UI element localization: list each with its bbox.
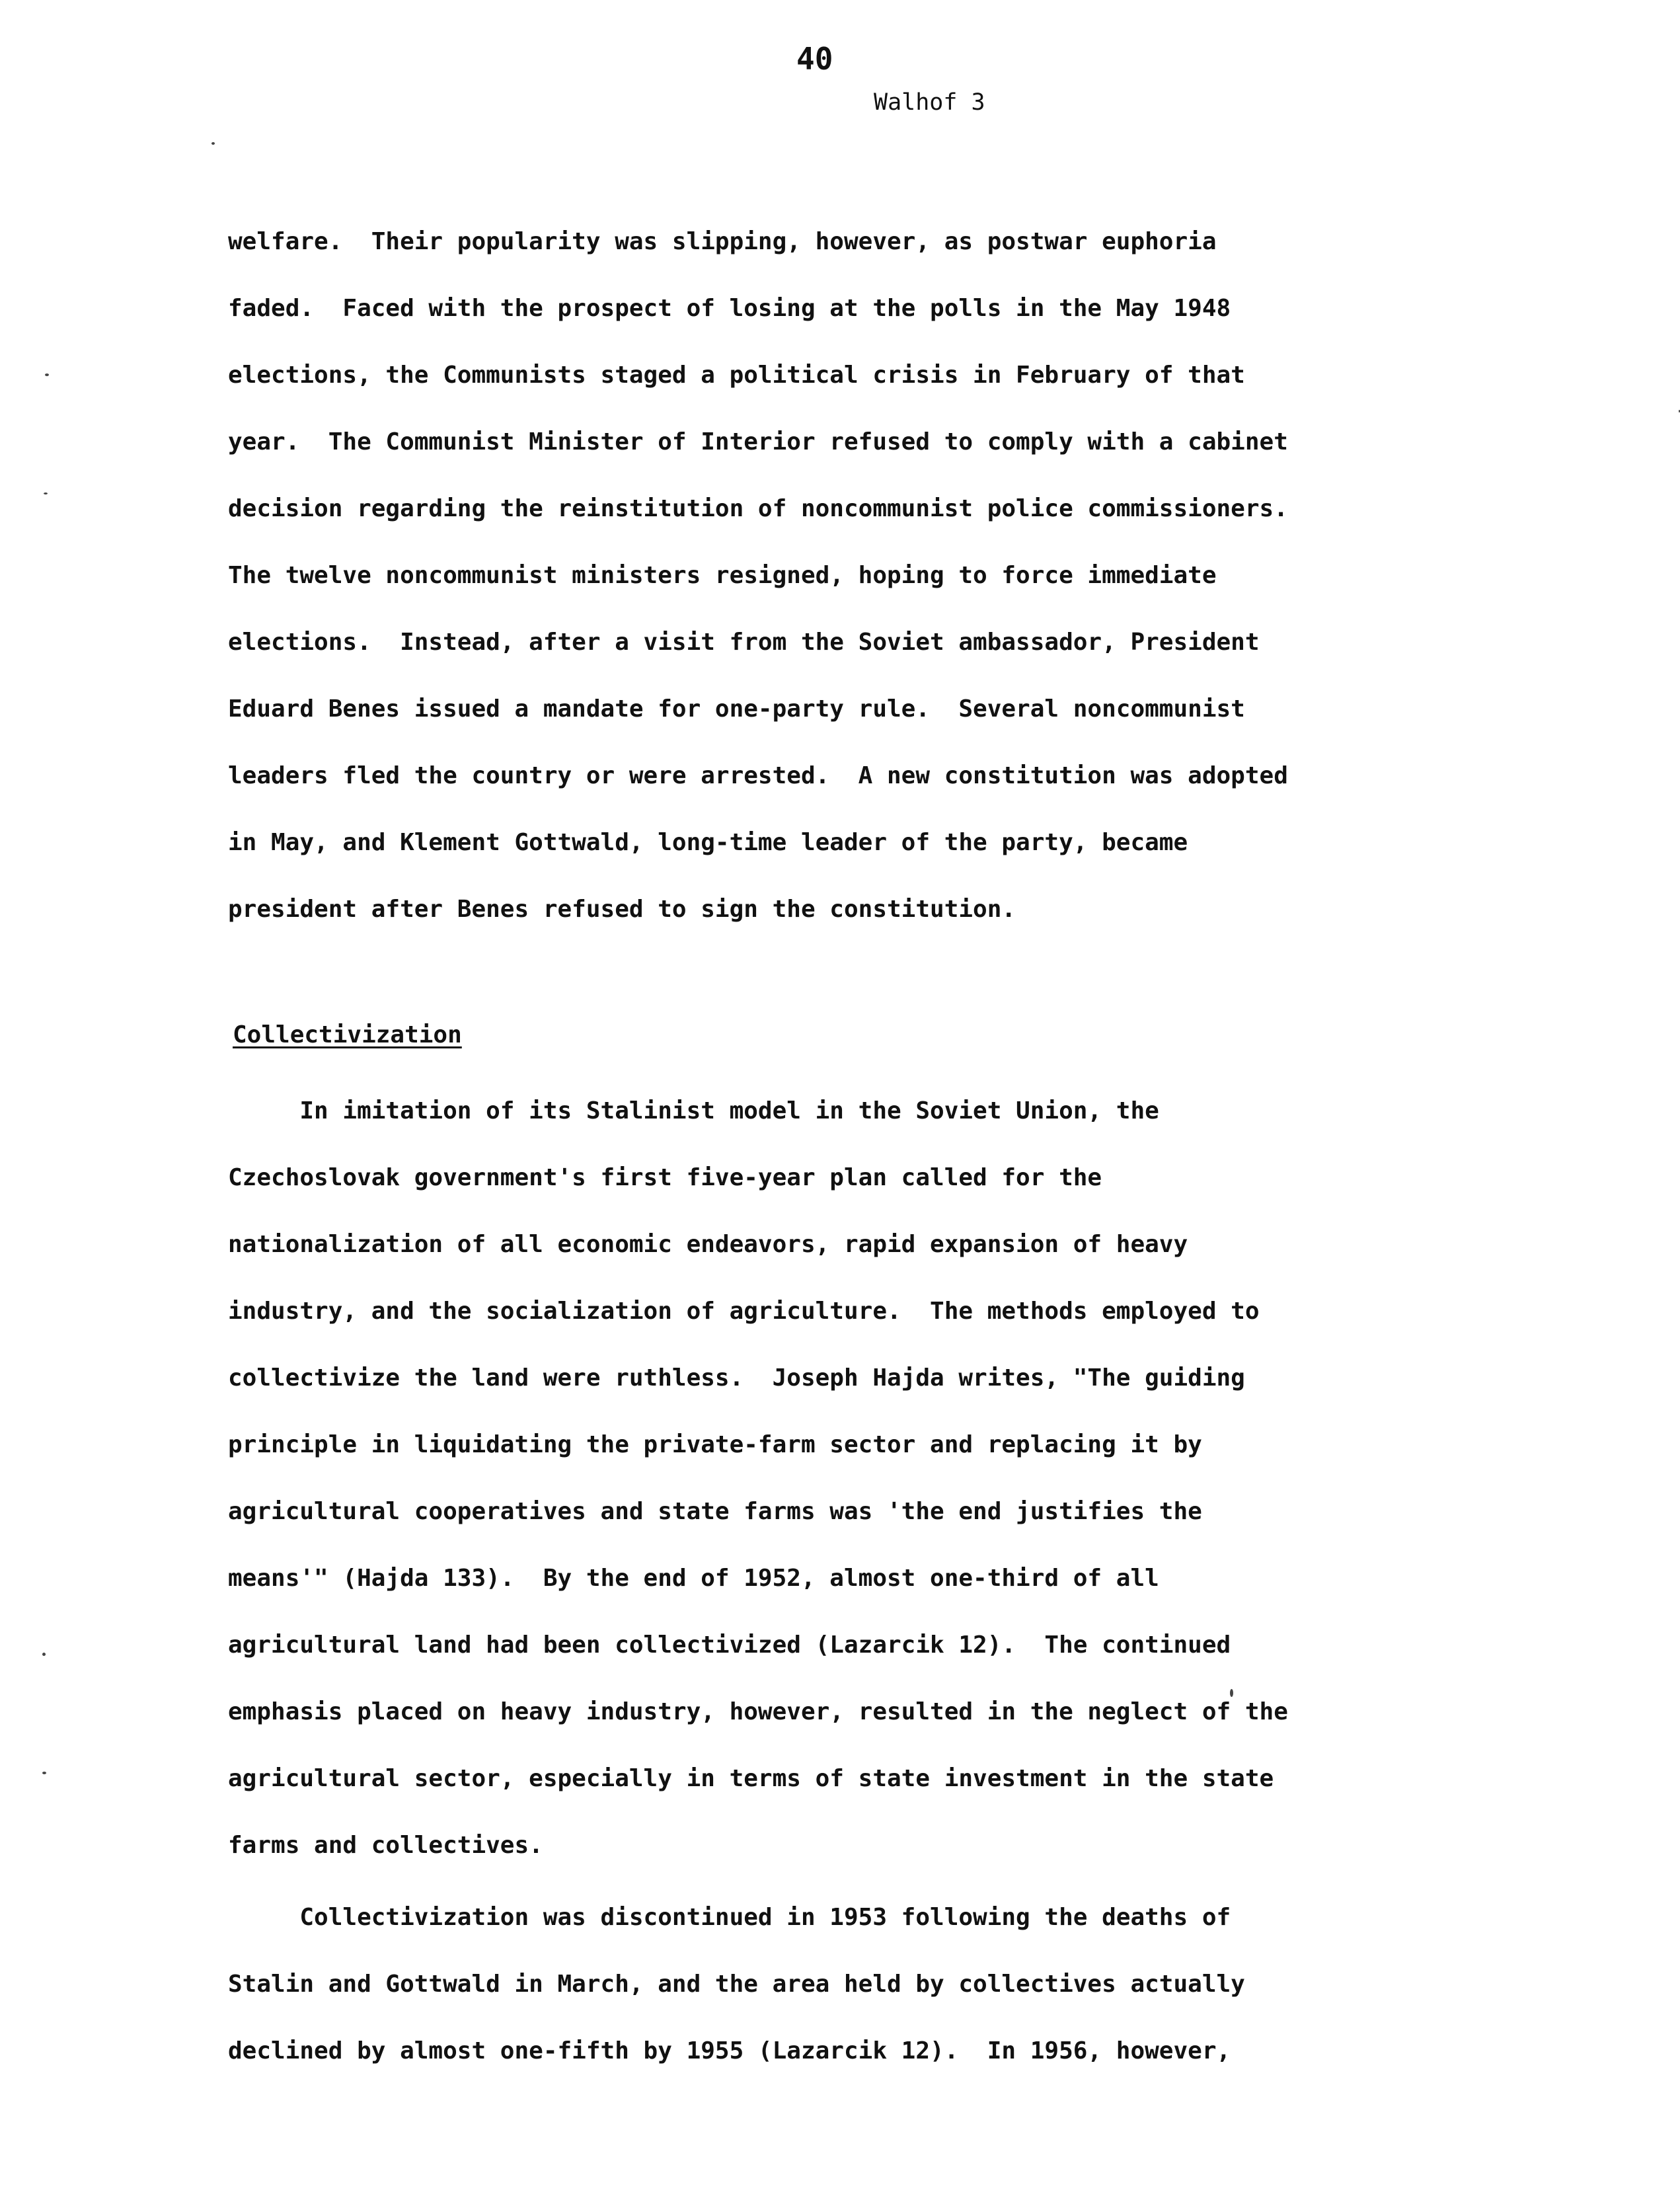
text-line: president after Benes refused to sign the constitution. bbox=[228, 896, 1016, 923]
paragraph-3 bbox=[228, 1884, 1517, 2084]
scan-speck bbox=[45, 373, 49, 376]
text-line: faded. Faced with the prospect of losing at the polls in the May 1948 bbox=[228, 295, 1231, 322]
text-line: agricultural cooperatives and state farms was 'the end justifies the bbox=[228, 1498, 1202, 1525]
text-line: declined by almost one-fifth by 1955 (Lazarcik 12). In 1956, however, bbox=[228, 2037, 1231, 2064]
text-line: In imitation of its Stalinist model in the Soviet Union, the bbox=[228, 1097, 1159, 1124]
text-line: year. The Communist Minister of Interior refused to comply with a cabinet bbox=[228, 428, 1288, 455]
text-line: Collectivization was discontinued in 1953 following the deaths of bbox=[228, 1904, 1231, 1931]
text-line: industry, and the socialization of agriculture. The methods employed to bbox=[228, 1298, 1260, 1325]
text-line: Eduard Benes issued a mandate for one-party rule. Several noncommunist bbox=[228, 695, 1245, 723]
scan-speck bbox=[42, 1772, 46, 1774]
text-line: welfare. Their popularity was slipping, however, as postwar euphoria bbox=[228, 228, 1217, 255]
paragraph-1 bbox=[228, 208, 1517, 943]
scan-speck bbox=[42, 1653, 46, 1656]
text-line: agricultural sector, especially in terms of state investment in the state bbox=[228, 1765, 1274, 1792]
text-line: leaders fled the country or were arrested. A new constitution was adopted bbox=[228, 762, 1288, 789]
text-line: decision regarding the reinstitution of noncommunist police commissioners. bbox=[228, 495, 1288, 522]
page-number: 40 bbox=[796, 41, 833, 77]
running-head: Walhof 3 bbox=[874, 89, 985, 116]
text-line: principle in liquidating the private-farm sector and replacing it by bbox=[228, 1431, 1202, 1458]
text-line: nationalization of all economic endeavors, rapid expansion of heavy bbox=[228, 1231, 1188, 1258]
text-line: The twelve noncommunist ministers resigned, hoping to force immediate bbox=[228, 562, 1217, 589]
text-line: in May, and Klement Gottwald, long-time leader of the party, became bbox=[228, 829, 1188, 856]
scan-speck bbox=[44, 492, 48, 494]
text-line: elections, the Communists staged a political crisis in February of that bbox=[228, 362, 1245, 389]
text-line: elections. Instead, after a visit from the Soviet ambassador, President bbox=[228, 629, 1260, 656]
text-line: agricultural land had been collectivized (Lazarcik 12). The continued bbox=[228, 1631, 1231, 1659]
paragraph-2 bbox=[228, 1078, 1517, 1879]
scan-speck bbox=[211, 142, 215, 145]
scan-speck bbox=[1230, 1689, 1233, 1697]
section-heading: Collectivization bbox=[233, 1021, 462, 1048]
text-line: collectivize the land were ruthless. Joseph Hajda writes, "The guiding bbox=[228, 1364, 1245, 1392]
text-line: Stalin and Gottwald in March, and the area held by collectives actually bbox=[228, 1971, 1245, 1998]
text-line: Czechoslovak government's first five-year plan called for the bbox=[228, 1164, 1102, 1191]
text-line: means'" (Hajda 133). By the end of 1952, almost one-third of all bbox=[228, 1565, 1159, 1592]
text-line: emphasis placed on heavy industry, however, resulted in the neglect of the bbox=[228, 1698, 1288, 1725]
text-line: farms and collectives. bbox=[228, 1832, 543, 1859]
